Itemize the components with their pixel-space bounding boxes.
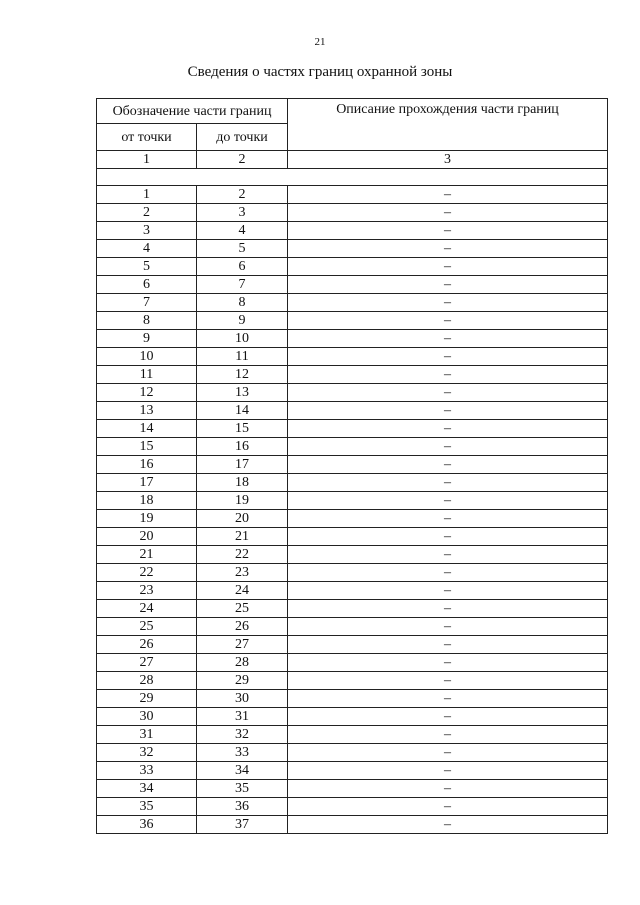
cell-to-point: 34 — [197, 762, 288, 780]
table-row — [97, 798, 608, 816]
cell-from-point: 17 — [97, 474, 197, 492]
cell-description: – — [288, 798, 608, 816]
cell-from-point: 22 — [97, 564, 197, 582]
table-row — [97, 258, 608, 276]
table-row — [97, 618, 608, 636]
cell-to-point: 23 — [197, 564, 288, 582]
cell-from-point: 21 — [97, 546, 197, 564]
cell-description: – — [288, 312, 608, 330]
cell-description: – — [288, 816, 608, 834]
cell-to-point: 9 — [197, 312, 288, 330]
cell-to-point: 31 — [197, 708, 288, 726]
cell-from-point: 32 — [97, 744, 197, 762]
table-row — [97, 366, 608, 384]
cell-from-point: 7 — [97, 294, 197, 312]
cell-description: – — [288, 438, 608, 456]
header-row-group — [97, 99, 608, 124]
table-row — [97, 492, 608, 510]
cell-to-point: 36 — [197, 798, 288, 816]
table-row — [97, 636, 608, 654]
cell-description: – — [288, 276, 608, 294]
cell-description: – — [288, 528, 608, 546]
cell-description: – — [288, 474, 608, 492]
table-row — [97, 312, 608, 330]
table-row — [97, 186, 608, 204]
table-row — [97, 204, 608, 222]
cell-from-point: 24 — [97, 600, 197, 618]
cell-description: – — [288, 654, 608, 672]
cell-description: – — [288, 672, 608, 690]
cell-to-point: 26 — [197, 618, 288, 636]
table-row — [97, 348, 608, 366]
cell-to-point: 37 — [197, 816, 288, 834]
table-row — [97, 816, 608, 834]
cell-to-point: 16 — [197, 438, 288, 456]
table-row — [97, 510, 608, 528]
cell-description: – — [288, 384, 608, 402]
cell-to-point: 6 — [197, 258, 288, 276]
column-number: 3 — [288, 151, 608, 169]
cell-from-point: 5 — [97, 258, 197, 276]
cell-from-point: 30 — [97, 708, 197, 726]
table-row — [97, 438, 608, 456]
cell-description: – — [288, 348, 608, 366]
cell-to-point: 8 — [197, 294, 288, 312]
table-row — [97, 780, 608, 798]
table-row — [97, 654, 608, 672]
column-number: 1 — [97, 151, 197, 169]
cell-to-point: 25 — [197, 600, 288, 618]
cell-description: – — [288, 186, 608, 204]
cell-from-point: 36 — [97, 816, 197, 834]
cell-to-point: 18 — [197, 474, 288, 492]
cell-to-point: 3 — [197, 204, 288, 222]
cell-from-point: 3 — [97, 222, 197, 240]
cell-to-point: 20 — [197, 510, 288, 528]
cell-description: – — [288, 402, 608, 420]
table-row — [97, 240, 608, 258]
table-row — [97, 420, 608, 438]
cell-description: – — [288, 330, 608, 348]
table-row — [97, 726, 608, 744]
document-title: Сведения о частях границ охранной зоны — [187, 64, 453, 80]
cell-to-point: 27 — [197, 636, 288, 654]
header-from-point: от точки — [97, 124, 197, 151]
cell-description: – — [288, 366, 608, 384]
cell-to-point: 28 — [197, 654, 288, 672]
cell-to-point: 21 — [197, 528, 288, 546]
table-body — [97, 99, 608, 834]
cell-description: – — [288, 708, 608, 726]
cell-description: – — [288, 600, 608, 618]
cell-from-point: 28 — [97, 672, 197, 690]
header-boundary-designation: Обозначение части границ — [97, 99, 288, 124]
spacer-cell — [97, 169, 608, 186]
cell-to-point: 17 — [197, 456, 288, 474]
cell-description: – — [288, 582, 608, 600]
cell-to-point: 12 — [197, 366, 288, 384]
cell-from-point: 18 — [97, 492, 197, 510]
cell-to-point: 5 — [197, 240, 288, 258]
cell-description: – — [288, 780, 608, 798]
cell-description: – — [288, 690, 608, 708]
table-row — [97, 582, 608, 600]
cell-from-point: 14 — [97, 420, 197, 438]
table-row — [97, 276, 608, 294]
cell-from-point: 15 — [97, 438, 197, 456]
cell-to-point: 11 — [197, 348, 288, 366]
table-row — [97, 546, 608, 564]
cell-to-point: 35 — [197, 780, 288, 798]
cell-description: – — [288, 294, 608, 312]
table-row — [97, 600, 608, 618]
boundary-parts-table — [96, 98, 608, 834]
spacer-row — [97, 169, 608, 186]
cell-to-point: 10 — [197, 330, 288, 348]
table-row — [97, 762, 608, 780]
cell-description: – — [288, 564, 608, 582]
table-row — [97, 708, 608, 726]
cell-to-point: 15 — [197, 420, 288, 438]
cell-description: – — [288, 510, 608, 528]
table-row — [97, 744, 608, 762]
cell-from-point: 33 — [97, 762, 197, 780]
table-row — [97, 456, 608, 474]
table-row — [97, 528, 608, 546]
cell-to-point: 7 — [197, 276, 288, 294]
cell-from-point: 23 — [97, 582, 197, 600]
cell-from-point: 26 — [97, 636, 197, 654]
table-row — [97, 564, 608, 582]
table-row — [97, 690, 608, 708]
table-row — [97, 672, 608, 690]
table-row — [97, 474, 608, 492]
cell-from-point: 11 — [97, 366, 197, 384]
cell-from-point: 10 — [97, 348, 197, 366]
cell-from-point: 20 — [97, 528, 197, 546]
cell-to-point: 13 — [197, 384, 288, 402]
cell-description: – — [288, 726, 608, 744]
cell-description: – — [288, 636, 608, 654]
cell-to-point: 33 — [197, 744, 288, 762]
cell-description: – — [288, 744, 608, 762]
header-description: Описание прохождения части границ — [288, 99, 608, 151]
cell-description: – — [288, 492, 608, 510]
table-row — [97, 330, 608, 348]
cell-to-point: 2 — [197, 186, 288, 204]
cell-from-point: 34 — [97, 780, 197, 798]
cell-from-point: 16 — [97, 456, 197, 474]
column-number: 2 — [197, 151, 288, 169]
cell-description: – — [288, 456, 608, 474]
cell-description: – — [288, 546, 608, 564]
cell-from-point: 27 — [97, 654, 197, 672]
column-number-row — [97, 151, 608, 169]
cell-to-point: 24 — [197, 582, 288, 600]
table-row — [97, 294, 608, 312]
page-number: 21 — [314, 36, 326, 48]
cell-from-point: 19 — [97, 510, 197, 528]
cell-from-point: 2 — [97, 204, 197, 222]
cell-from-point: 29 — [97, 690, 197, 708]
cell-from-point: 25 — [97, 618, 197, 636]
cell-from-point: 1 — [97, 186, 197, 204]
cell-to-point: 14 — [197, 402, 288, 420]
cell-description: – — [288, 222, 608, 240]
cell-description: – — [288, 240, 608, 258]
header-to-point: до точки — [197, 124, 288, 151]
cell-from-point: 31 — [97, 726, 197, 744]
cell-description: – — [288, 420, 608, 438]
cell-from-point: 8 — [97, 312, 197, 330]
cell-to-point: 19 — [197, 492, 288, 510]
cell-to-point: 22 — [197, 546, 288, 564]
cell-to-point: 30 — [197, 690, 288, 708]
table-row — [97, 402, 608, 420]
cell-description: – — [288, 618, 608, 636]
cell-description: – — [288, 762, 608, 780]
cell-to-point: 4 — [197, 222, 288, 240]
cell-from-point: 9 — [97, 330, 197, 348]
cell-to-point: 32 — [197, 726, 288, 744]
cell-description: – — [288, 204, 608, 222]
cell-from-point: 13 — [97, 402, 197, 420]
table-row — [97, 222, 608, 240]
cell-from-point: 35 — [97, 798, 197, 816]
cell-to-point: 29 — [197, 672, 288, 690]
table-row — [97, 384, 608, 402]
cell-from-point: 12 — [97, 384, 197, 402]
cell-from-point: 6 — [97, 276, 197, 294]
cell-description: – — [288, 258, 608, 276]
cell-from-point: 4 — [97, 240, 197, 258]
